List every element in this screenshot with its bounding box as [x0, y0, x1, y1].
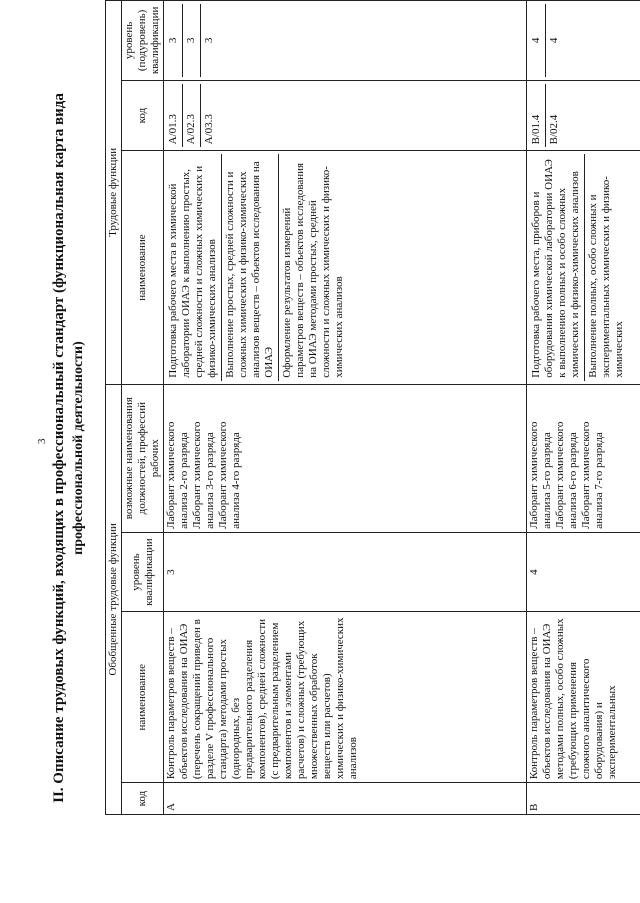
row-name: Контроль параметров веществ – объектов исследования на ОИАЭ (перечень сокращений приведен в разделе V профессионального стандарта) методами простых (однородных, без предварительного разделения компонентов), средней сложности (с предварительным разделением компонентов и элементами расчетов) и сложных (требующих множественных обработок веществ или расчетов) химических и физико-химических анализов [164, 612, 527, 783]
functions-table [105, 0, 640, 815]
function-codes [164, 80, 527, 151]
col-code-header: код [122, 783, 164, 815]
function-name: Подготовка рабочего места в химической лаборатории ОИАЭ к выполнению простых, средней сложности и сложных химических и физико-химических анализов [165, 154, 222, 380]
row-level: 3 [164, 532, 527, 612]
function-level: 3 [203, 37, 215, 44]
function-code: А/02.3 [183, 84, 201, 148]
section-heading-line-1: II. Описание трудовых функций, входящих в профессиональный стандарт (функциональная карта вида [51, 93, 67, 803]
section-heading-line-2: профессиональной деятельности) [71, 341, 86, 555]
function-names [164, 151, 527, 384]
function-level: 4 [528, 4, 546, 77]
row-positions: Лаборант химического анализа 2-го разряда Лаборант химического анализа 3-го разряда Лаборант химического анализа 4-го разряда [164, 384, 527, 532]
function-level: 3 [183, 4, 201, 77]
function-name: Подготовка рабочего места, приборов и оборудования химической лаборатории ОИАЭ к выполнению полных и особо сложных химических и физико-химических анализов [528, 154, 585, 380]
col-tf-level-header: уровень (подуровень) квалификации [122, 1, 164, 81]
function-code: А/03.3 [203, 114, 215, 145]
function-name: Выполнение простых, средней сложности и сложных химических и физико-химических анализов веществ – объектов исследования на ОИАЭ [222, 154, 279, 380]
function-level: 3 [165, 4, 183, 77]
section-heading [50, 63, 88, 833]
function-levels [527, 1, 640, 81]
col-tf-name-header: наименование [122, 151, 164, 384]
group-header-row [106, 1, 122, 815]
function-name: Выполнение полных, особо сложных и экспериментальных химических и физико-химических [587, 176, 625, 378]
function-code: А/01.3 [165, 84, 183, 148]
col-name-header: наименование [122, 612, 164, 783]
function-codes [527, 80, 640, 151]
table-row [527, 1, 640, 815]
function-code: В/02.4 [548, 114, 560, 145]
col-level-header: уровень квалификации [122, 532, 164, 612]
row-level: 4 [527, 532, 640, 612]
group-labor-header: Трудовые функции [106, 1, 122, 385]
function-level: 4 [548, 37, 560, 44]
col-tf-code-header: код [122, 80, 164, 151]
function-levels [164, 1, 527, 81]
function-name: Оформление результатов измерений параметров веществ – объектов исследования на ОИАЭ методами простых, средней сложности и сложных химических и физико-химических анализов [281, 162, 345, 378]
column-header-row [122, 1, 164, 815]
page-number: 3 [36, 438, 48, 444]
table-row [164, 1, 527, 815]
group-generalized-header: Обобщенные трудовые функции [106, 384, 122, 814]
function-code: В/01.4 [528, 84, 546, 148]
row-code: А [164, 783, 527, 815]
row-name: Контроль параметров веществ – объектов исследования на ОИАЭ методами полных, особо сложных (требующих применения сложного аналитического оборудования) и экспериментальных [527, 612, 640, 783]
col-positions-header: возможные наименования должностей, профессий рабочих [122, 384, 164, 532]
row-positions: Лаборант химического анализа 5-го разряда Лаборант химического анализа 6-го разряда Лаборант химического анализа 7-го разряда [527, 384, 640, 532]
row-code: В [527, 783, 640, 815]
function-names [527, 151, 640, 384]
